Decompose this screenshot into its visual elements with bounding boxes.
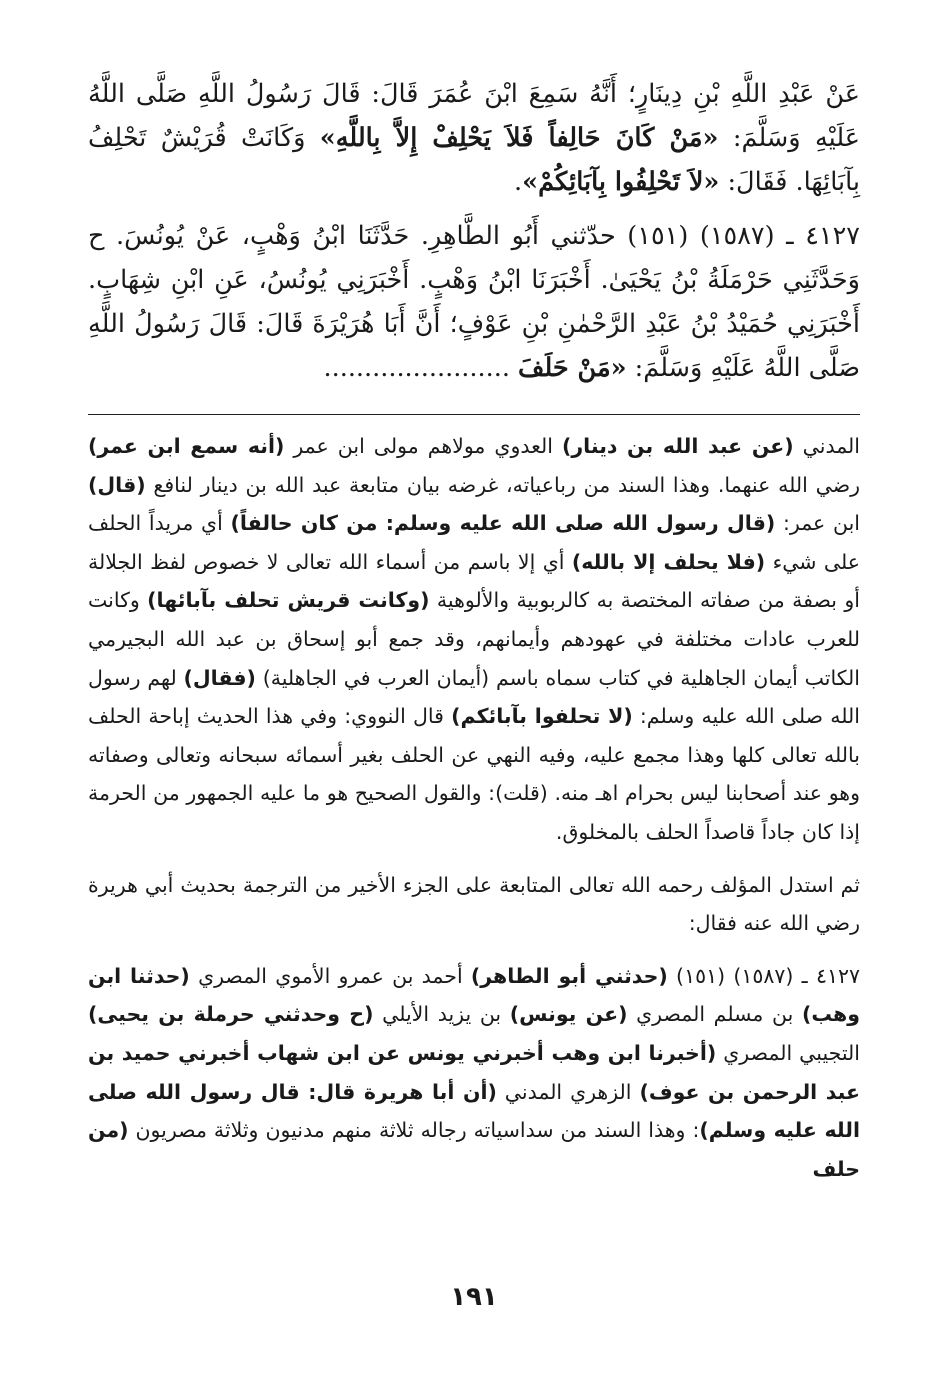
footnote-divider — [88, 414, 860, 415]
hadith-quote: «مَنْ حَلَفَ — [518, 353, 627, 383]
commentary — [88, 427, 860, 1188]
commentary-paragraph-2: ثم استدل المؤلف رحمه الله تعالى المتابعة على الجزء الأخير من الترجمة بحديث أبي هريرة رضي الله عنه فقال: — [88, 872, 860, 936]
hadith-quote: «لاَ تَحْلِفُوا بِآبَائِكُمْ» — [522, 167, 720, 197]
hadith-paragraph-1: عَنْ عَبْدِ اللَّهِ بْنِ دِينَارٍ؛ أَنَّهُ سَمِعَ ابْنَ عُمَرَ قَالَ: قَالَ رَسُولُ اللَّهِ صَلَّى اللَّهُ عَلَيْهِ وَسَلَّمَ: «مَنْ كَانَ حَالِفاً فَلاَ يَحْلِفْ إِلاَّ بِاللَّهِ» وَكَانَتْ قُرَيْشٌ تَحْلِفُ بِآبَائِهَا. فَقَالَ: «لاَ تَحْلِفُوا بِآبَائِكُمْ». — [88, 79, 860, 197]
page-content — [88, 72, 860, 1188]
commentary-paragraph-1: المدني (عن عبد الله بن دينار) العدوي مولاهم مولى ابن عمر (أنه سمع ابن عمر) رضي الله عنهما. وهذا السند من رباعياته، غرضه بيان متابعة عبد الله بن دينار لنافع (قال) ابن عمر: (قال رسول الله صلى الله عليه وسلم: من كان حالفاً) أي مريداً الحلف على شيء (فلا يحلف إلا بالله) أي إلا باسم من أسماء الله تعالى لا خصوص لفظ الجلالة أو بصفة من صفاته المختصة به كالربوبية والألوهية (وكانت قريش تحلف بآبائها) وكانت للعرب عادات مختلفة في عهودهم وأيمانهم، وقد جمع أبو إسحاق بن عبد الله البجيرمي الكاتب أيمان الجاهلية في كتاب سماه باسم (أيمان العرب في الجاهلية) (فقال) لهم رسول الله صلى الله عليه وسلم: (لا تحلفوا بآبائكم) قال النووي: وفي هذا الحديث إباحة الحلف بالله تعالى كلها وهذا مجمع عليه، وفيه النهي عن الحلف بغير أسمائه سبحانه وتعالى وصفاته وهو عند أصحابنا ليس بحرام اهـ منه. (قلت): والقول الصحيح هو ما عليه الجمهور من الحرمة إذا كان جاداً قاصداً الحلف بالمخلوق. — [88, 434, 861, 844]
hadith-text — [88, 72, 860, 390]
hadith-quote: «مَنْ كَانَ حَالِفاً فَلاَ يَحْلِفْ إِلاَّ بِاللَّهِ» — [319, 123, 719, 153]
commentary-paragraph-3: ٤١٢٧ ـ (١٥٨٧) (١٥١) (حدثني أبو الطاهر) أحمد بن عمرو الأموي المصري (حدثنا ابن وهب) بن مسلم المصري (عن يونس) بن يزيد الأيلي (ح وحدثني حرملة بن يحيى) التجيبي المصري (أخبرنا ابن وهب أخبرني يونس عن ابن شهاب أخبرني حميد بن عبد الرحمن بن عوف) الزهري المدني (أن أبا هريرة قال: قال رسول الله صلى الله عليه وسلم): وهذا السند من سداسياته رجاله ثلاثة منهم مدنيون وثلاثة مصريون (من حلف — [88, 963, 861, 1181]
page-number: ١٩١ — [450, 1282, 498, 1312]
hadith-paragraph-2: ٤١٢٧ ـ (١٥٨٧) (١٥١) حدّثني أَبُو الطَّاهِرِ. حَدَّثَنَا ابْنُ وَهْبٍ، عَنْ يُونُسَ. ح وَحَدَّثَنِي حَرْمَلَةُ بْنُ يَحْيَىٰ. أَخْبَرَنَا ابْنُ وَهْبٍ. أَخْبَرَنِي يُونُسُ، عَنِ ابْنِ شِهَابٍ. أَخْبَرَنِي حُمَيْدُ بْنُ عَبْدِ الرَّحْمٰنِ بْنِ عَوْفٍ؛ أَنَّ أَبَا هُرَيْرَةَ قَالَ: قَالَ رَسُولُ اللَّهِ صَلَّى اللَّهُ عَلَيْهِ وَسَلَّمَ: «مَنْ حَلَفَ ....................... — [88, 221, 860, 383]
